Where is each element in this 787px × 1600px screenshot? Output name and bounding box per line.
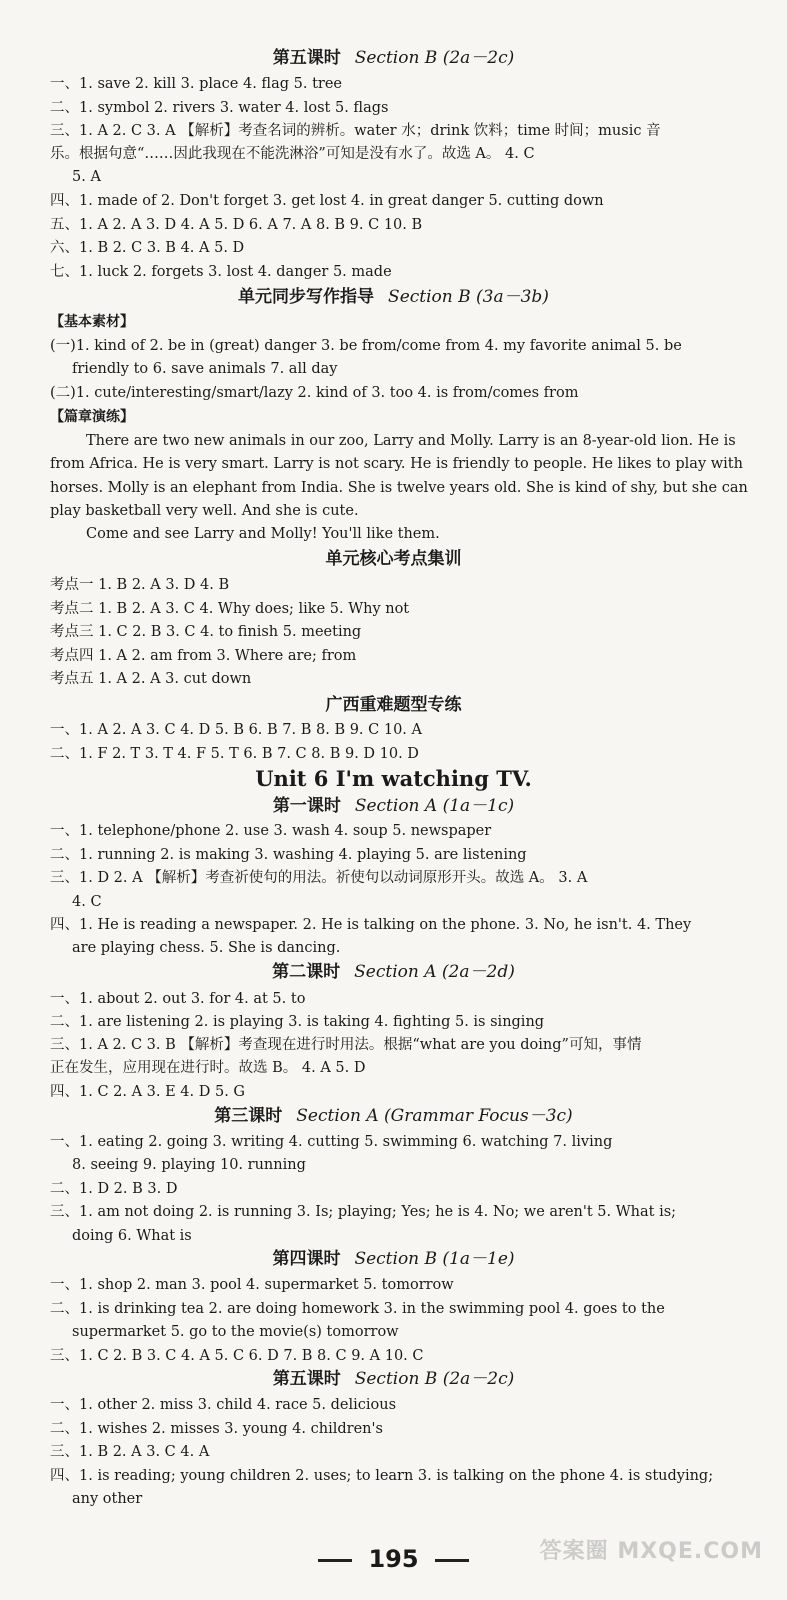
heading-lesson2: 第二课时 Section A (2a－2d) (272, 962, 515, 982)
answer-line: 5. A (72, 169, 101, 185)
answer-line: supermarket 5. go to the movie(s) tomorrow (72, 1324, 399, 1340)
dash-right (435, 1559, 469, 1562)
answer-line: 二、1. wishes 2. misses 3. young 4. children's (50, 1421, 383, 1437)
answer-line: 三、1. am not doing 2. is running 3. Is; playing; Yes; he is 4. No; we aren't 5. What is; (50, 1204, 677, 1220)
answer-line: 三、1. B 2. A 3. C 4. A (50, 1444, 210, 1460)
heading-guangxi-practice: 广西重难题型专练 (325, 695, 462, 715)
answer-line: 考点二 1. B 2. A 3. C 4. Why does; like 5. Why not (50, 601, 410, 617)
answer-line: 考点五 1. A 2. A 3. cut down (50, 671, 252, 687)
answer-line: 四、1. He is reading a newspaper. 2. He is talking on the phone. 3. No, he isn't. 4. They (50, 917, 692, 933)
answer-line: 三、1. D 2. A 【解析】考查祈使句的用法。祈使句以动词原形开头。故选 A。 3. A (50, 870, 588, 886)
answer-line: 一、1. telephone/phone 2. use 3. wash 4. soup 5. newspaper (50, 823, 492, 839)
answer-line: are playing chess. 5. She is dancing. (72, 940, 341, 956)
answer-line: 四、1. made of 2. Don't forget 3. get lost 4. in great danger 5. cutting down (50, 193, 604, 209)
answer-line: doing 6. What is (72, 1228, 192, 1244)
answer-line: 4. C (72, 894, 102, 910)
answer-line: 四、1. is reading; young children 2. uses; to learn 3. is talking on the phone 4. is studying; (50, 1468, 714, 1484)
answer-line: 三、1. A 2. C 3. A 【解析】考查名词的辨析。water 水；drink 饮料；time 时间；music 音 (50, 123, 661, 139)
answer-line: 二、1. symbol 2. rivers 3. water 4. lost 5. flags (50, 100, 389, 116)
passage-line: horses. Molly is an elephant from India. She is twelve years old. She is kind of shy, but she can (50, 480, 748, 496)
answer-line: 二、1. are listening 2. is playing 3. is taking 4. fighting 5. is singing (50, 1014, 545, 1030)
answer-line: (二)1. cute/interesting/smart/lazy 2. kind of 3. too 4. is from/comes from (50, 385, 579, 401)
heading-lesson5-b: 第五课时 Section B (2a－2c) (272, 48, 515, 68)
answer-line: any other (72, 1491, 143, 1507)
heading-lesson3: 第三课时 Section A (Grammar Focus－3c) (214, 1106, 573, 1126)
answer-line: 一、1. shop 2. man 3. pool 4. supermarket 5. tomorrow (50, 1277, 454, 1293)
answer-line: 一、1. other 2. miss 3. child 4. race 5. delicious (50, 1397, 397, 1413)
heading-lesson5-unit6: 第五课时 Section B (2a－2c) (272, 1369, 515, 1389)
answer-line: 一、1. save 2. kill 3. place 4. flag 5. tree (50, 76, 342, 92)
answer-line: friendly to 6. save animals 7. all day (72, 361, 338, 377)
heading-writing-guide: 单元同步写作指导 Section B (3a－3b) (238, 287, 549, 307)
answer-line: 8. seeing 9. playing 10. running (72, 1157, 306, 1173)
answer-line: 二、1. D 2. B 3. D (50, 1181, 178, 1197)
answer-line: 二、1. is drinking tea 2. are doing homework 3. in the swimming pool 4. goes to the (50, 1301, 665, 1317)
passage-line: from Africa. He is very smart. Larry is not scary. He is friendly to people. He likes to play with (50, 456, 743, 472)
answer-line: 二、1. F 2. T 3. T 4. F 5. T 6. B 7. C 8. B 9. D 10. D (50, 746, 419, 762)
tag-passage-practice: 【篇章演练】 (50, 409, 134, 425)
answer-line: 考点四 1. A 2. am from 3. Where are; from (50, 648, 357, 664)
answer-line: 一、1. eating 2. going 3. writing 4. cutting 5. swimming 6. watching 7. living (50, 1134, 613, 1150)
heading-lesson4: 第四课时 Section B (1a－1e) (272, 1249, 515, 1269)
answer-line: (一)1. kind of 2. be in (great) danger 3. be from/come from 4. my favorite animal 5. be (50, 338, 682, 354)
page-number: 195 (0, 1544, 787, 1574)
passage-line: Come and see Larry and Molly! You'll like them. (86, 526, 440, 542)
answer-line: 三、1. A 2. C 3. B 【解析】考查现在进行时用法。根据“what are you doing”可知，事情 (50, 1037, 642, 1053)
answer-line: 考点一 1. B 2. A 3. D 4. B (50, 577, 230, 593)
passage-line: play basketball very well. And she is cute. (50, 503, 359, 519)
heading-unit6: Unit 6 I'm watching TV. (255, 766, 532, 791)
answer-line: 五、1. A 2. A 3. D 4. A 5. D 6. A 7. A 8. B 9. C 10. B (50, 217, 423, 233)
heading-lesson1: 第一课时 Section A (1a－1c) (272, 796, 515, 816)
answer-line: 三、1. C 2. B 3. C 4. A 5. C 6. D 7. B 8. C 9. A 10. C (50, 1348, 424, 1364)
heading-core-points: 单元核心考点集训 (325, 549, 462, 569)
answer-line: 二、1. running 2. is making 3. washing 4. playing 5. are listening (50, 847, 527, 863)
watermark-logo: 答案圈 MXQE.COM (539, 1539, 763, 1564)
passage-line: There are two new animals in our zoo, Larry and Molly. Larry is an 8-year-old lion. He is (86, 433, 736, 449)
dash-left (318, 1559, 352, 1562)
answer-line: 六、1. B 2. C 3. B 4. A 5. D (50, 240, 245, 256)
answer-line: 乐。根据句意“……因此我现在不能洗淋浴”可知是没有水了。故选 A。 4. C (50, 146, 535, 162)
answer-line: 四、1. C 2. A 3. E 4. D 5. G (50, 1084, 246, 1100)
tag-basic-material: 【基本素材】 (50, 314, 134, 330)
answer-line: 考点三 1. C 2. B 3. C 4. to finish 5. meeting (50, 624, 362, 640)
answer-line: 一、1. A 2. A 3. C 4. D 5. B 6. B 7. B 8. B 9. C 10. A (50, 722, 422, 738)
answer-line: 正在发生，应用现在进行时。故选 B。 4. A 5. D (50, 1060, 366, 1076)
answer-line: 七、1. luck 2. forgets 3. lost 4. danger 5. made (50, 264, 392, 280)
answer-line: 一、1. about 2. out 3. for 4. at 5. to (50, 991, 306, 1007)
